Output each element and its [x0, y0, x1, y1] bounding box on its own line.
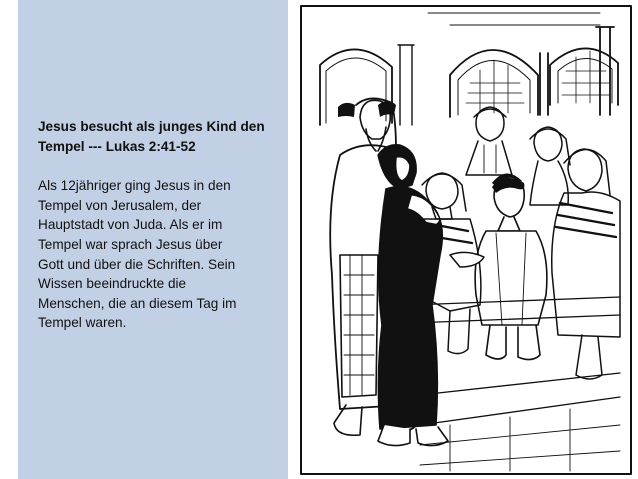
slide-heading — [38, 117, 280, 156]
body-line: Hauptstadt von Juda. Als er im — [38, 217, 223, 233]
body-line: Wissen beeindruckte die — [38, 276, 187, 292]
body-line: Tempel von Jerusalem, der — [38, 197, 202, 213]
heading-line-1: Jesus besucht als junges Kind den — [38, 119, 265, 134]
text-panel — [18, 0, 288, 479]
body-line: Menschen, die an diesem Tag im — [38, 295, 237, 311]
temple-illustration — [300, 5, 632, 475]
body-line: Gott und über die Schriften. Sein — [38, 256, 236, 272]
text-content — [38, 117, 280, 333]
slide-body — [38, 176, 280, 333]
arches — [320, 13, 618, 125]
body-line: Tempel war sprach Jesus über — [38, 236, 223, 252]
heading-line-2: Tempel --- Lukas 2:41-52 — [38, 138, 196, 154]
body-line: Tempel waren. — [38, 315, 127, 331]
body-line: Als 12jähriger ging Jesus in den — [38, 178, 231, 194]
hooded-woman — [378, 145, 448, 446]
